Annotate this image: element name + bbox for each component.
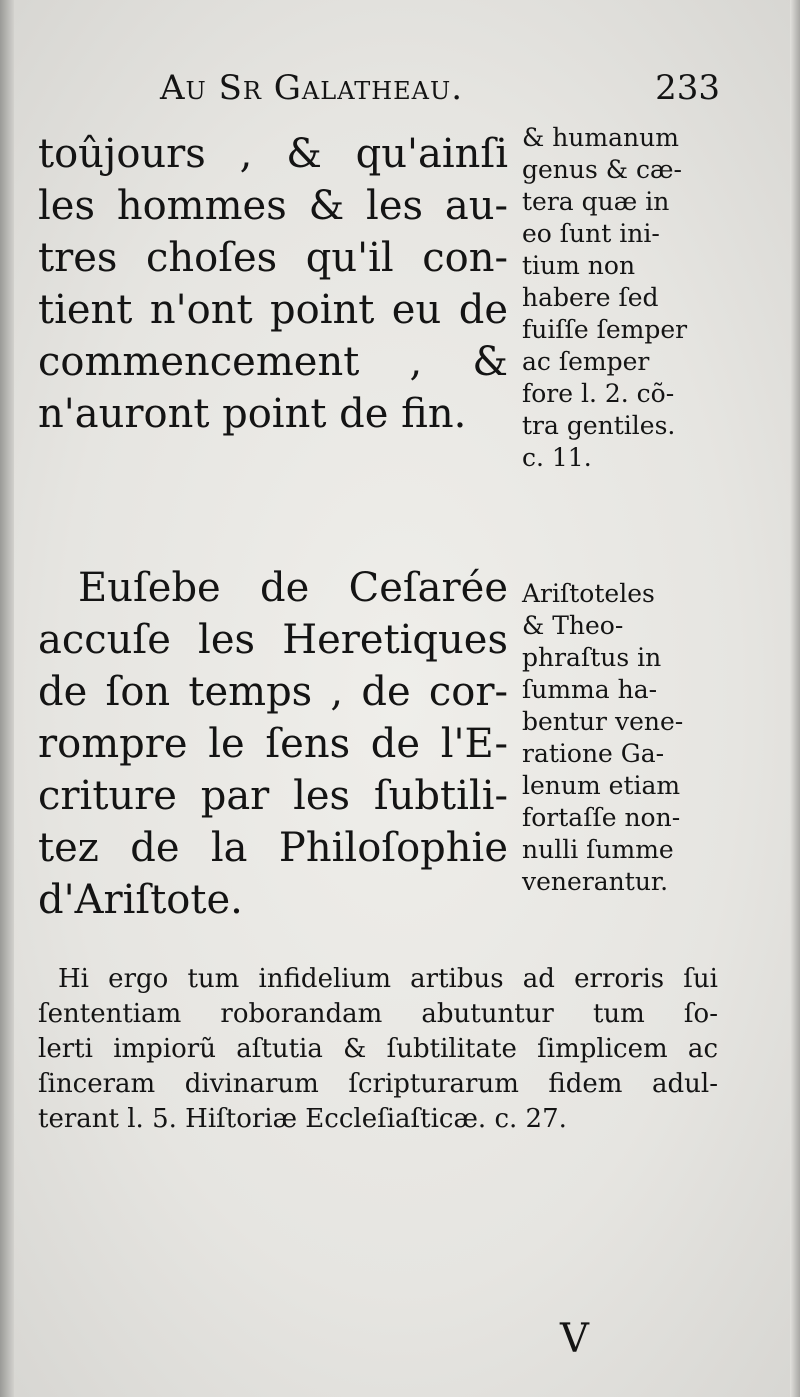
latin-quotation <box>38 962 718 1137</box>
text-line: les hommes & les au- <box>38 183 508 229</box>
quote-line: terant l. 5. Hiſtoriæ Eccleſiaſticæ. c. 27. <box>38 1104 567 1134</box>
note-line: bentur vene- <box>522 707 684 736</box>
text-line: n'auront point de fin. <box>38 391 467 437</box>
text-line: commencement , & <box>38 339 508 385</box>
note-line: phraſtus in <box>522 643 662 672</box>
text-line: d'Ariſtote. <box>38 877 243 923</box>
text-line: tres choſes qu'il con- <box>38 235 508 281</box>
note-line: nulli ſumme <box>522 835 674 864</box>
text-line: tient n'ont point eu de <box>38 287 508 333</box>
note-line: tra gentiles. <box>522 411 676 440</box>
text-line: rompre le ſens de l'E- <box>38 721 508 767</box>
marginal-note-2 <box>522 578 712 898</box>
page-gutter-shadow <box>0 0 14 1397</box>
running-header <box>160 68 720 118</box>
text-line: toûjours , & qu'ainſi <box>38 131 508 177</box>
note-line: Ariſtoteles <box>522 579 655 608</box>
note-line: lenum etiam <box>522 771 681 800</box>
text-line: criture par les ſubtili- <box>38 773 508 819</box>
note-line: fuiſſe ſemper <box>522 315 688 344</box>
paragraph-2 <box>38 562 508 926</box>
note-line: & humanum <box>522 123 679 152</box>
quote-line: ſinceram divinarum ſcripturarum fidem adul- <box>38 1069 718 1099</box>
note-line: c. 11. <box>522 443 592 472</box>
text-line: Euſebe de Ceſarée <box>78 565 508 611</box>
note-line: ratione Ga- <box>522 739 665 768</box>
note-line: tium non <box>522 251 636 280</box>
quote-line: lerti impiorũ aſtutia & ſubtilitate ſimplicem ac <box>38 1034 718 1064</box>
note-line: habere ſed <box>522 283 659 312</box>
marginal-note-1 <box>522 122 712 474</box>
paragraph-1 <box>38 128 508 440</box>
quote-line: ſententiam roborandam abutuntur tum ſo- <box>38 999 718 1029</box>
note-line: ac ſemper <box>522 347 650 376</box>
note-line: genus & cæ- <box>522 155 682 184</box>
note-line: fortaſſe non- <box>522 803 681 832</box>
text-line: tez de la Philoſophie <box>38 825 508 871</box>
text-line: de ſon temps , de cor- <box>38 669 508 715</box>
quote-line: Hi ergo tum infidelium artibus ad erroris ſui <box>58 964 718 994</box>
note-line: venerantur. <box>522 867 669 896</box>
note-line: tera quæ in <box>522 187 670 216</box>
note-line: ſumma ha- <box>522 675 658 704</box>
note-line: eo ſunt ini- <box>522 219 660 248</box>
page-number: 233 <box>655 68 720 108</box>
running-title: Au Sr Galatheau. <box>160 68 464 108</box>
text-line: accuſe les Heretiques <box>38 617 508 663</box>
note-line: & Theo- <box>522 611 624 640</box>
signature-mark: V <box>560 1316 589 1362</box>
note-line: fore l. 2. cõ- <box>522 379 675 408</box>
page-edge-shadow <box>790 0 800 1397</box>
